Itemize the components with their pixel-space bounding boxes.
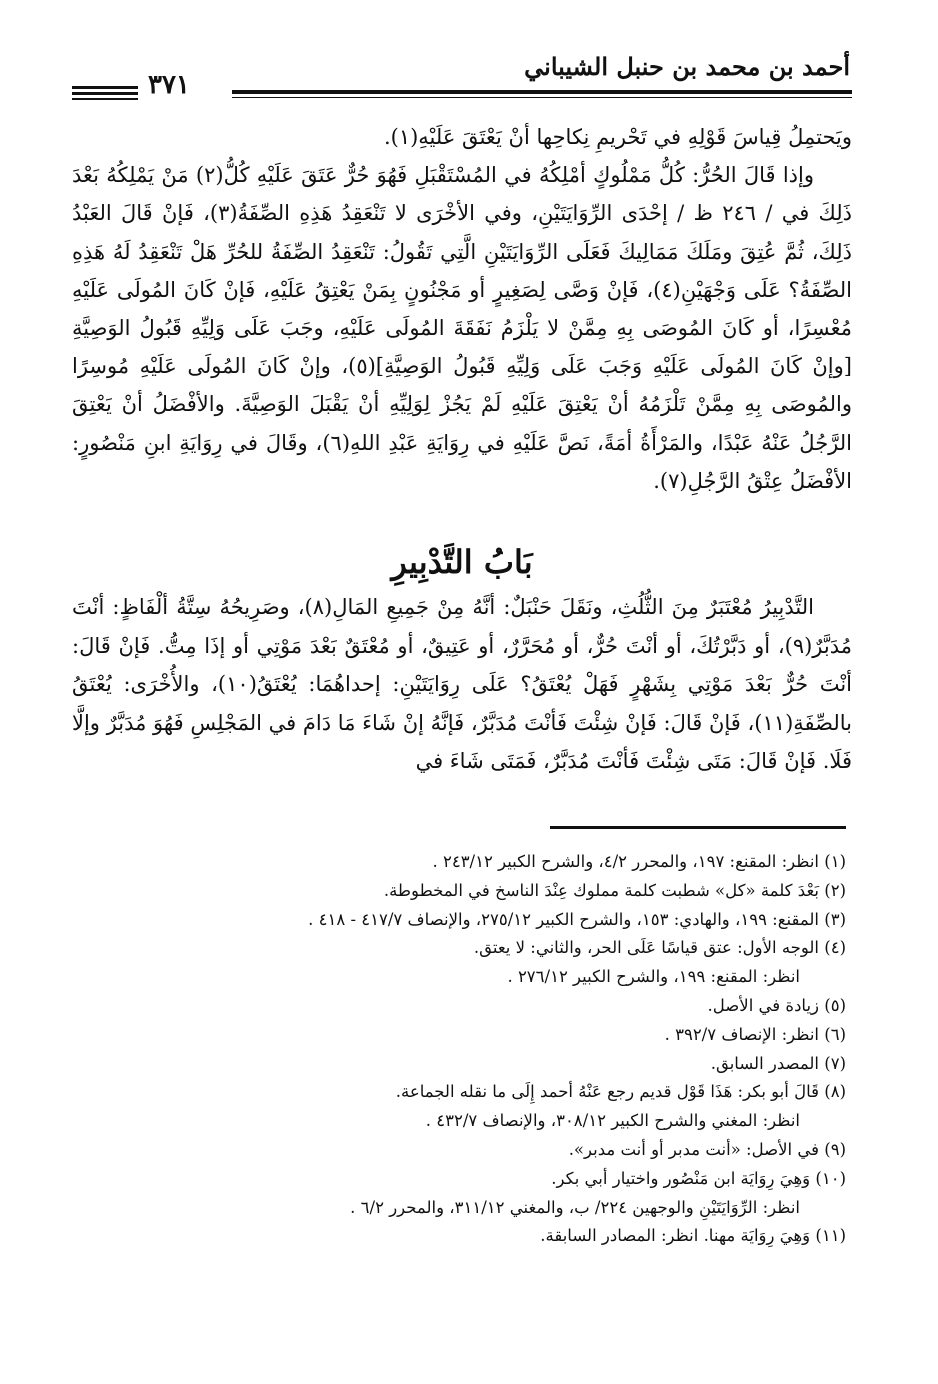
main-text — [72, 118, 852, 500]
footnote: (١٠) وَهِيَ رِوَايَة ابن مَنْصُور واختيار أبي بكر. — [551, 1168, 846, 1188]
running-title: أحمد بن محمد بن حنبل الشيباني — [524, 52, 850, 81]
footnote: (٦) انظر: الإنصاف ٣٩٢/٧ . — [664, 1024, 846, 1044]
footnote: (٣) المقنع: ١٩٩، والهادي: ١٥٣، والشرح الكبير ٢٧٥/١٢، والإنصاف ٤١٧/٧ - ٤١٨ . — [308, 909, 846, 929]
header-rule — [232, 90, 852, 94]
page-number: ٣٧١ — [148, 70, 190, 100]
paragraph: ويَحتمِلُ قِياسَ قَوْلِهِ في تَحْريمِ نِكاحِها أنْ يَعْتَقَ عَلَيْهِ(١). — [383, 125, 852, 149]
footnote: (٤) الوجه الأول: عتق قياسًا عَلَى الحر، والثاني: لا يعتق. — [473, 938, 846, 958]
footnote: (٥) زيادة في الأصل. — [707, 995, 846, 1015]
paragraph: التَّدْبِيرُ مُعْتَبَرٌ مِنَ الثُّلُثِ، ونَقَلَ حَنْبَلٌ: أنَّهُ مِنْ جَمِيعِ المَالِ(٨)، وصَرِيحُهُ سِتَّةُ ألْفَاظٍ: أنْتَ مُدَبَّرٌ(٩)، أو دَبَّرْتُكَ، أو أنْتَ حُرٌّ، أو مُحَرَّرٌ، أو عَتِيقٌ، أو مُعْتَقٌ بَعْدَ مَوْتِي أو إذَا مِتُّ. فَإنْ قَالَ: أنْتَ حُرٌّ بَعْدَ مَوْتِي بِشَهْرٍ فَهَلْ يُعْتَقُ؟ عَلَى رِوَايَتَيْنِ: إحداهُمَا: يُعْتَقُ(١٠)، والأُخْرَى: يُعْتَقُ بالصِّفَةِ(١١)، فَإنْ قَالَ: فَإنْ شِئْتَ فَأنْتَ مُدَبَّرٌ، فَإنَّهُ إنْ شَاءَ مَا دَامَ في المَجْلِسِ فَهُوَ مُدَبَّرٌ وإلَّا فَلَا. فَإنْ قَالَ: مَتَى شِئْتَ فَأنْتَ مُدَبَّرٌ، فَمَتَى شَاءَ في — [72, 595, 852, 774]
footnote-continuation: انظر: المقنع: ١٩٩، والشرح الكبير ٢٧٦/١٢ . — [507, 967, 800, 987]
footnote-separator — [550, 826, 846, 829]
footnote: (١) انظر: المقنع: ١٩٧، والمحرر ٤/٢، والشرح الكبير ٢٤٣/١٢ . — [432, 852, 846, 871]
footnote-continuation: انظر: المغني والشرح الكبير ٣٠٨/١٢، والإنصاف ٤٣٢/٧ . — [425, 1111, 800, 1131]
header-rule-thin — [232, 97, 852, 98]
main-text-section — [72, 588, 852, 781]
page-number-rule — [72, 86, 138, 89]
footnotes — [72, 848, 846, 1251]
footnote: (٩) في الأصل: «أنت مدبر أو أنت مدبر». — [568, 1139, 846, 1159]
footnote: (٨) قَالَ أبو بكر: هَذَا قَوْل قديم رجع عَنْهُ أحمد إِلَى ما نقله الجماعة. — [395, 1082, 846, 1102]
footnote: (١١) وَهِيَ رِوَايَة مهنا. انظر: المصادر السابقة. — [540, 1226, 846, 1246]
paragraph: وإذا قَالَ الحُرُّ: كُلُّ مَمْلُوكٍ أمْلِكُهُ في المُسْتَقْبَلِ فَهُوَ حُرٌّ عَتَقَ عَلَيْهِ كُلُّ(٢) مَنْ يَمْلِكُهُ بَعْدَ ذَلِكَ في / ٢٤٦ ظ / إحْدَى الرِّوَايَتَيْنِ، وفي الأخْرَى لا تَنْعَقِدُ هَذِهِ الصِّفَةُ(٣)، فَإنْ قَالَ العَبْدُ ذَلِكَ، ثُمَّ عُتِقَ ومَلَكَ مَمَالِيكَ فَعَلَى الرِّوَايَتَيْنِ الَّتِي تَقُولُ: تَنْعَقِدُ الصِّفَةُ للحُرِّ هَلْ تَنْعَقِدُ لَهُ هَذِهِ الصِّفَةُ؟ عَلَى وَجْهَيْنِ(٤)، فَإنْ وَصَّى لِصَغِيرٍ أو مَجْنُونٍ بِمَنْ يَعْتِقُ عَلَيْهِ، فَإنْ كَانَ المُولَى عَلَيْهِ مُعْسِرًا، أو كَانَ المُوصَى بِهِ مِمَّنْ لا يَلْزَمُ نَفَقَةَ المُولَى عَلَيْهِ، وجَبَ عَلَى وَلِيِّهِ قَبُولُ الوَصِيَّةِ [وإنْ كَانَ المُولَى عَلَيْهِ وَجَبَ عَلَى وَلِيِّهِ قَبُولُ الوَصِيَّةِ](٥)، وإنْ كَانَ المُولَى عَلَيْهِ مُوسِرًا والمُوصَى بِهِ مِمَّنْ تَلْزَمُهُ أنْ يَعْتِقَ عَلَيْهِ لَمْ يَجُزْ لِوَلِيِّهِ أنْ يَقْبَلَ الوَصِيَّةَ. والأفْضَلُ أنْ يَعْتِقَ الرَّجُلُ عَنْهُ عَبْدًا، والمَرْأَةُ أمَةً، نَصَّ عَلَيْهِ في رِوَايَةِ عَبْدِ اللهِ(٦)، وقَالَ في رِوَايَةِ ابنِ مَنْصُورٍ: الأفْضَلُ عِتْقُ الرَّجُلِ(٧). — [72, 163, 852, 493]
footnote: (٧) المصدر السابق. — [710, 1053, 846, 1073]
section-heading: بَابُ التَّدْبِيرِ — [391, 543, 533, 581]
page-number-rule — [72, 98, 138, 100]
footnote: (٢) بَعْدَ كلمة «كل» شطبت كلمة مملوك عِنْدَ الناسخ في المخطوطة. — [383, 880, 846, 900]
footnote-continuation: انظر: الرِّوَايَتَيْنِ والوجهين ٢٢٤/ ب، والمغني ٣١١/١٢، والمحرر ٦/٢ . — [350, 1197, 800, 1217]
page-number-rule — [72, 92, 138, 95]
